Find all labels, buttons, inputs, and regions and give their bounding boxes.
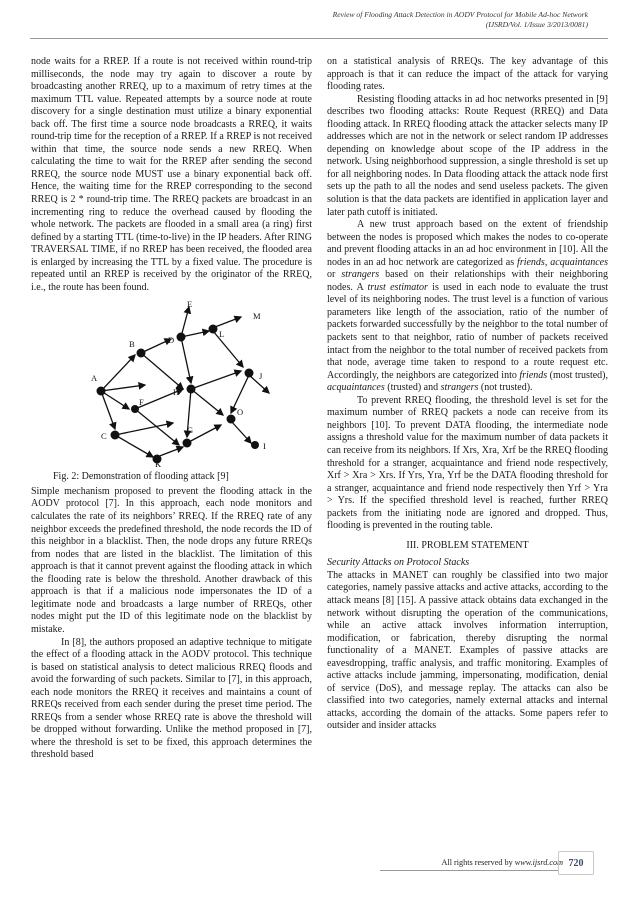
right-paragraph-5: The attacks in MANET can roughly be classified into two major categories, namely passive attacks and active attacks, according to the attack means [8] [15]. A passive attack obtains data exchanged in the network without disrupting the operation of the communications, while an active attack involves information interruption, modification, or fabrication, thereby disrupting the normal functionality of a MANET. Examples of passive attacks are eavesdropping, traffic analysis, and traffic monitoring. Examples of active attacks include jamming, impersonating, modification, denial of service (DoS), and message replay. The attacks can also be classified into two categories, namely external attacks and internal attacks, according the domain of the attacks. Some papers refer to outsider and insider attacks: [327, 569, 608, 732]
footer-rule: [380, 870, 558, 871]
node-c-label: C: [101, 431, 107, 442]
figure-caption: Fig. 2: Demonstration of flooding attack [9]: [53, 471, 229, 483]
node-d-label: D: [168, 335, 175, 346]
left-paragraph-2: Simple mechanism proposed to prevent the flooding attack in the AODV protocol [7]. In this approach, each node monitors and calculates the rate of its neighbors’ RREQ. If the RREQ rate of any neighbor exceeds the predefined threshold, the node records the ID of this neighbor in a blacklist. Then, the node drops any future RREQs from nodes that are listed in the blacklist. The limitation of this approach is that it cannot prevent against the flooding attack in which the flooding rate is below the threshold. Another drawback of this approach is that if a malicious node impersonates the ID of a legitimate node and broadcasts a large number of RREQs, other nodes might put the ID of this legitimate node on the blacklist by mistake.: [31, 485, 312, 635]
left-paragraph-1: node waits for a RREP. If a route is not received within round-trip milliseconds, the node may try again to discover a route by broadcasting another RREQ, up to a maximum of retry times at the maximum TTL value. Repeated attempts by a source node at route discovery for a single destination must utilize a binary exponential back off. The first time a source node broadcasts a RREQ, it waits round-trip time for the reception of a RREP. If a RREP is not received within that time, the source node sends a new RREQ. When calculating the time to wait for the RREP after sending the second RREQ, the source node MUST use a binary exponential back off. Hence, the waiting time for the RREP corresponding to the second RREQ is 2 * round-trip time. The RREQ packets are broadcast in an incrementing ring to reduce the overhead caused by flooding the whole network. The packets are flooded in a small area (a ring) first defined by a starting TTL (time-to-live) in the IP headers. After RING TRAVERSAL TIME, if no RREP has been received, the flooded area is enlarged by increasing the TTL by a fixed value. The procedure is repeated until an RREP is received by the originator of the RREQ, i.e., the route has been found.: [31, 56, 312, 293]
node-g-label: G: [187, 425, 194, 436]
node-i-label: I: [263, 441, 266, 452]
term-friends: friends: [517, 256, 545, 268]
left-paragraph-3: In [8], the authors proposed an adaptive technique to mitigate the effect of a flooding attack in the AODV protocol. This technique is based on statistical analysis to detect malicious RREQ floods and avoid the forwarding of such packets. Similar to [7], in this approach, each node monitors the RREQ it receives and maintains a count of RREQs received from each sender during the preset time period. The RREQs from a sender whose RREQ rate is above the threshold will be dropped without forwarding. Unlike the method proposed in [7], where the threshold is set to be fixed, this approach determines the threshold based: [31, 636, 312, 761]
left-column: [31, 56, 312, 762]
header-volume: (IJSRD/Vol. 1/Issue 3/2013/0081): [485, 20, 588, 29]
text-run: (not trusted).: [478, 382, 533, 394]
text-run: or: [327, 269, 342, 281]
running-header: [333, 10, 588, 30]
text-run: A new trust approach based on the extent of friendship between the nodes is proposed which makes the nodes to co-operate and prevent flooding attacks in an ad hoc environment in [10]. All the nodes in an ad hoc network are categorized as: [327, 219, 608, 268]
node-m-label: M: [253, 311, 261, 322]
term-trust-estimator: trust estimator: [367, 281, 428, 293]
term-strangers: strangers: [440, 382, 479, 394]
node-b-label: B: [129, 339, 135, 350]
node-l-label: L: [219, 329, 225, 340]
node-e-label: E: [187, 299, 193, 310]
right-paragraph-1: on a statistical analysis of RREQs. The key advantage of this approach is that it can reduce the impact of the attack for varying flooding rates.: [327, 56, 608, 93]
footer-rights-text: All rights reserved by: [441, 858, 515, 867]
text-run: based on their relationships with their neighboring nodes. A: [327, 269, 608, 293]
node-h-label: H: [173, 387, 180, 398]
term-friends: friends: [519, 369, 548, 381]
right-paragraph-4: To prevent RREQ flooding, the threshold level is set for the maximum number of RREQ packets a node can receive from its neighbors [10]. To prevent DATA flooding, the intermediate node assigns a threshold value for the maximum number of data packets it can receive from its neighbors. If Xrs, Xra, Xrf be the RREQ flooding threshold for a stranger, acquaintance and friend node respectively, Xrf > Xra > Xrs. If Yrs, Yra, Yrf be the DATA flooding threshold for a stranger, acquaintance and friend node respectively then Yrf > Yra > Yrs. If the specified threshold level is reached, further RREQ packets from the initiating node are ignored and dropped. Thus, flooding is prevented in the routing table.: [327, 394, 608, 532]
footer-site-link[interactable]: www.ijsrd.com: [514, 858, 563, 867]
term-strangers: strangers: [341, 269, 380, 281]
node-f-label: F: [139, 397, 144, 408]
text-run: (most trusted),: [547, 369, 608, 381]
text-run: ,: [544, 256, 551, 268]
node-j-label: J: [259, 371, 263, 382]
header-rule: [30, 38, 608, 39]
node-o-label: O: [237, 407, 244, 418]
node-a-label: A: [91, 373, 98, 384]
node-k-label: K: [155, 459, 162, 468]
header-title: Review of Flooding Attack Detection in AODV Protocol for Mobile Ad-hoc Network: [332, 10, 588, 19]
text-run: is used in each node to evaluate the trust level of its neighboring nodes. The trust level is a function of various parameters like length of the association, ratio of the number of packets forwarded successfully by the neighbor to the total number of packets sent to that neighbor, ratio of number of packets received intact from the neighbor to the total number of received packets from that node, average time taken to respond to a route request etc. Accordingly, the neighbors are categorized into: [327, 281, 608, 381]
section-heading: III. PROBLEM STATEMENT: [406, 539, 529, 551]
term-acquaintances: acquaintances: [327, 382, 385, 394]
term-acquaintances: acquaintances: [550, 256, 609, 268]
subsection-heading: Security Attacks on Protocol Stacks: [327, 557, 470, 569]
right-paragraph-3: [327, 219, 608, 395]
footer-rights: [442, 858, 563, 867]
page-number: 720: [558, 851, 594, 875]
right-paragraph-2: Resisting flooding attacks in ad hoc networks presented in [9] describes two flooding attacks: Route Request (RREQ) and Data flooding attack. In RREQ flooding attack the attacker selects many IP addresses which are not in the network or select random IP addresses depending on knowledge about scope of the IP address in the network. Using neighborhood suppression, a single threshold is set up for all neighboring nodes. In Data flooding attack the attack node first sets up the path to all the nodes and send useless packets. The given solution is that the data packets are identified in application layer and later path cutoff is initiated.: [327, 93, 608, 218]
text-run: (trusted) and: [384, 382, 441, 394]
figure-flooding-demo: [31, 297, 312, 467]
right-column: [327, 56, 608, 733]
network-diagram: [91, 297, 291, 467]
